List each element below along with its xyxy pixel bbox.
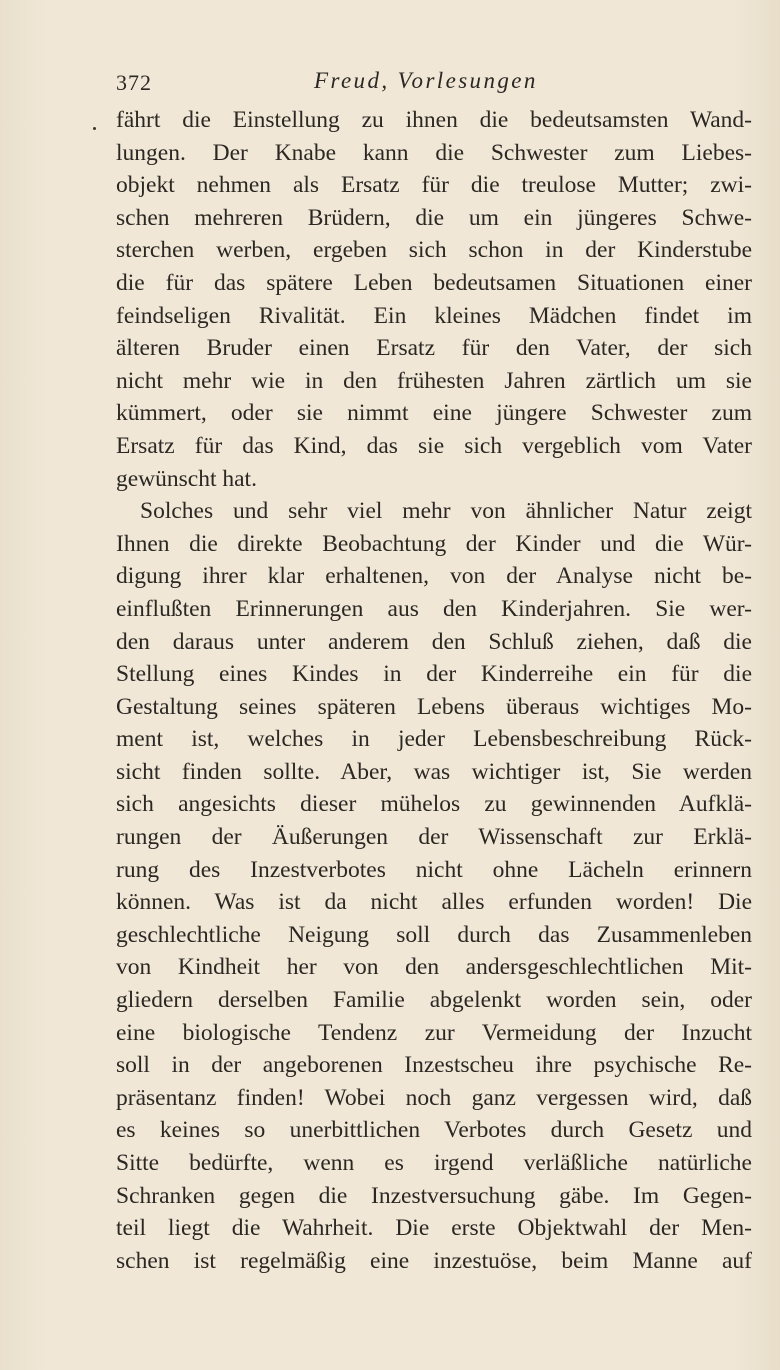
text-line: den daraus unter anderem den Schluß ziehen, daß die bbox=[116, 628, 752, 655]
text-line: gliedern derselben Familie abgelenkt worden sein, oder bbox=[116, 987, 752, 1014]
text-line: sich angesichts dieser mühelos zu gewinnenden Aufklä- bbox=[116, 791, 752, 818]
text-line: Schranken gegen die Inzestversuchung gäbe. Im Gegen- bbox=[116, 1182, 752, 1209]
text-line: schen mehreren Brüdern, die um ein jüngeres Schwe- bbox=[116, 204, 752, 231]
text-line: Stellung eines Kindes in der Kinderreihe ein für die bbox=[116, 661, 752, 688]
text-line: nicht mehr wie in den frühesten Jahren zärtlich um sie bbox=[116, 367, 752, 394]
text-line: rung des Inzestverbotes nicht ohne Lächeln erinnern bbox=[116, 856, 752, 883]
text-line: präsentanz finden! Wobei noch ganz vergessen wird, daß bbox=[116, 1084, 752, 1111]
body-text bbox=[116, 104, 752, 1277]
text-line: Gestaltung seines späteren Lebens überaus wichtiges Mo- bbox=[116, 693, 752, 720]
text-line: digung ihrer klar erhaltenen, von der Analyse nicht be- bbox=[116, 563, 752, 590]
text-line: sicht finden sollte. Aber, was wichtiger ist, Sie werden bbox=[116, 758, 752, 785]
text-line: eine biologische Tendenz zur Vermeidung der Inzucht bbox=[116, 1019, 752, 1046]
text-line: schen ist regelmäßig eine inzestuöse, beim Manne auf bbox=[116, 1247, 752, 1274]
text-line: gewünscht hat. bbox=[116, 465, 257, 492]
text-line: lungen. Der Knabe kann die Schwester zum Liebes- bbox=[116, 139, 752, 166]
text-line: teil liegt die Wahrheit. Die erste Objektwahl der Men- bbox=[116, 1215, 752, 1242]
text-line: Ihnen die direkte Beobachtung der Kinder und die Wür- bbox=[116, 530, 752, 557]
text-line: Sitte bedürfte, wenn es irgend verläßliche natürliche bbox=[116, 1150, 752, 1176]
text-line: geschlechtliche Neigung soll durch das Zusammenleben bbox=[116, 921, 752, 948]
text-line: Solches und sehr viel mehr von ähnlicher Natur zeigt bbox=[140, 498, 752, 525]
text-line: rungen der Äußerungen der Wissenschaft zur Erklä- bbox=[116, 824, 752, 851]
text-line: soll in der angeborenen Inzestscheu ihre psychische Re- bbox=[116, 1052, 752, 1079]
text-line: es keines so unerbittlichen Verbotes durch Gesetz und bbox=[116, 1117, 752, 1144]
text-line: feindseligen Rivalität. Ein kleines Mädchen findet im bbox=[116, 302, 752, 329]
page-number: 372 bbox=[116, 70, 152, 95]
text-line: können. Was ist da nicht alles erfunden worden! Die bbox=[116, 889, 752, 916]
text-line: von Kindheit her von den andersgeschlechtlichen Mit- bbox=[116, 954, 752, 981]
page-header bbox=[116, 64, 752, 100]
text-line: objekt nehmen als Ersatz für die treulose Mutter; zwi- bbox=[116, 172, 752, 199]
text-line: fährt die Einstellung zu ihnen die bedeutsamsten Wand- bbox=[116, 107, 752, 133]
text-line: Ersatz für das Kind, das sie sich vergeblich vom Vater bbox=[116, 432, 752, 459]
text-line: sterchen werben, ergeben sich schon in der Kinderstube bbox=[116, 237, 752, 264]
running-title: Freud, Vorlesungen bbox=[314, 68, 538, 93]
margin-mark bbox=[93, 127, 96, 130]
text-line: ment ist, welches in jeder Lebensbeschreibung Rück- bbox=[116, 726, 752, 753]
text-line: älteren Bruder einen Ersatz für den Vater, der sich bbox=[116, 335, 752, 362]
text-line: einflußten Erinnerungen aus den Kinderjahren. Sie wer- bbox=[116, 595, 752, 622]
text-line: die für das spätere Leben bedeutsamen Situationen einer bbox=[116, 269, 752, 296]
text-line: kümmert, oder sie nimmt eine jüngere Schwester zum bbox=[116, 400, 752, 427]
